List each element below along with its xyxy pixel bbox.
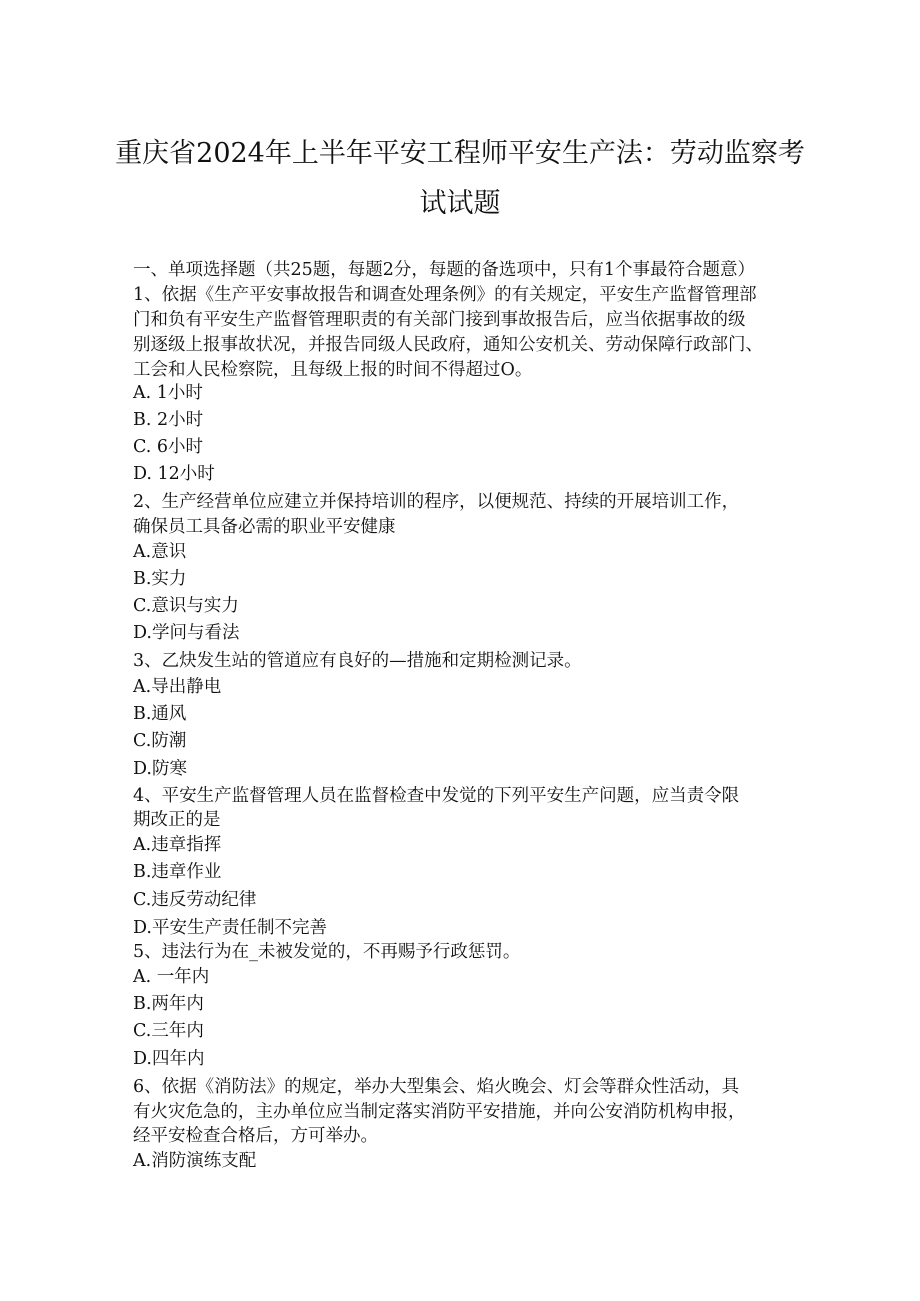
question-5-option-d: D.四年内 — [133, 1049, 205, 1069]
question-6-stem-line-3: 经平安检查合格后，方可举办。 — [133, 1126, 378, 1146]
question-1-option-a: A. 1小时 — [133, 383, 203, 403]
section-heading: 一、单项选择题（共25题，每题2分，每题的备选项中，只有1个事最符合题意） — [133, 260, 756, 280]
question-3-option-a: A.导出静电 — [133, 677, 222, 697]
question-3-option-b: B.通风 — [133, 704, 187, 724]
question-6-stem-line-2: 有火灾危急的，主办单位应当制定落实消防平安措施，并向公安消防机构申报， — [133, 1102, 746, 1122]
question-5-stem-line-1: 5、违法行为在_未被发觉的，不再赐予行政惩罚。 — [133, 942, 521, 962]
question-2-option-c: C.意识与实力 — [133, 596, 239, 616]
document-title-line-2: 试试题 — [419, 188, 501, 219]
question-5-option-a: A. 一年内 — [133, 967, 210, 987]
question-5-option-b: B.两年内 — [133, 994, 204, 1014]
question-4-option-b: B.违章作业 — [133, 862, 222, 882]
question-5-option-c: C.三年内 — [133, 1021, 204, 1041]
question-4-option-a: A.违章指挥 — [133, 835, 222, 855]
document-title-line-1: 重庆省2024年上半年平安工程师平安生产法：劳动监察考 — [115, 138, 805, 169]
question-3-stem-line-1: 3、乙炔发生站的管道应有良好的—措施和定期检测记录。 — [133, 651, 582, 671]
question-2-stem-line-1: 2、生产经营单位应建立并保持培训的程序，以便规范、持续的开展培训工作， — [133, 492, 740, 512]
question-1-stem-line-4: 工会和人民检察院，且每级上报的时间不得超过O。 — [133, 360, 533, 380]
question-1-option-d: D. 12小时 — [133, 464, 215, 484]
question-2-option-d: D.学问与看法 — [133, 623, 240, 643]
question-2-option-b: B.实力 — [133, 569, 187, 589]
question-2-option-a: A.意识 — [133, 542, 187, 562]
question-3-option-c: C.防潮 — [133, 731, 187, 751]
question-1-stem-line-1: 1、依据《生产平安事故报告和调查处理条例》的有关规定，平安生产监督管理部 — [133, 285, 757, 305]
question-4-option-c: C.违反劳动纪律 — [133, 890, 257, 910]
question-1-stem-line-2: 门和负有平安生产监督管理职责的有关部门接到事故报告后，应当依据事故的级 — [133, 310, 746, 330]
question-6-stem-line-1: 6、依据《消防法》的规定，举办大型集会、焰火晚会、灯会等群众性活动，具 — [133, 1077, 740, 1097]
question-3-option-d: D.防寒 — [133, 759, 187, 779]
question-2-stem-line-2: 确保员工具备必需的职业平安健康 — [133, 517, 396, 537]
question-4-option-d: D.平安生产责任制不完善 — [133, 918, 327, 938]
question-1-stem-line-3: 别逐级上报事故状况，并报告同级人民政府，通知公安机关、劳动保障行政部门、 — [133, 335, 763, 355]
question-1-option-b: B. 2小时 — [133, 410, 204, 430]
question-4-stem-line-2: 期改正的是 — [133, 810, 221, 830]
question-4-stem-line-1: 4、平安生产监督管理人员在监督检查中发觉的下列平安生产问题，应当责令限 — [133, 786, 740, 806]
question-1-option-c: C. 6小时 — [133, 437, 204, 457]
question-6-option-a: A.消防演练支配 — [133, 1151, 257, 1171]
